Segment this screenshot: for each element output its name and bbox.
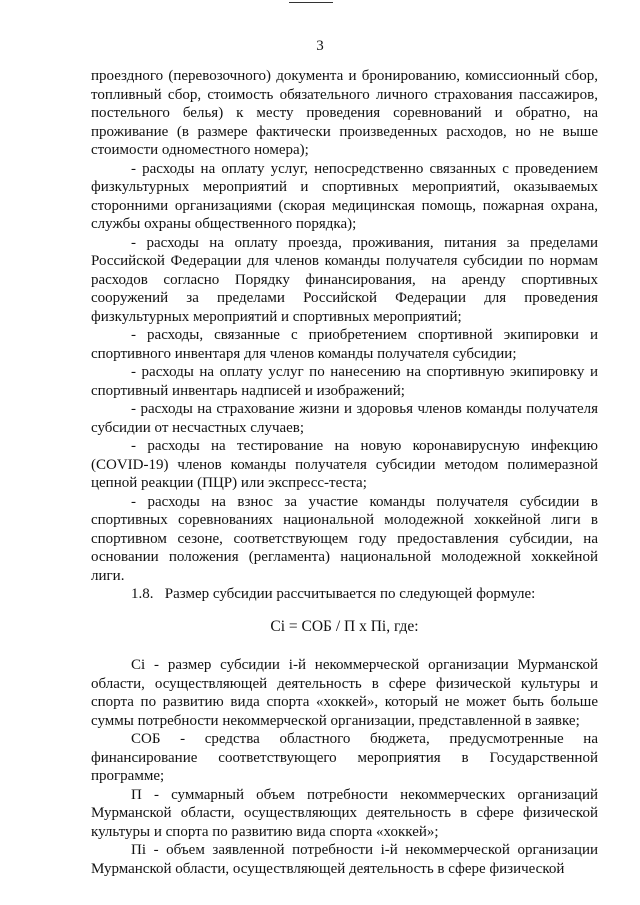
list-item-league-fee: - расходы на взнос за участие команды получателя субсидии в спортивных соревнованиях национальной молодежной хоккейной лиги в спортивном сезоне, соответствующем году предоставления субсидии, на основании положения (регламента) национальной молодежной хоккейной лиги. [91, 493, 598, 584]
section-1-8: 1.8. Размер субсидии рассчитывается по следующей формуле: [131, 586, 536, 602]
page-number: 3 [316, 38, 324, 54]
list-item-travel-abroad: - расходы на оплату проезда, проживания, питания за пределами Российской Федерации для членов команды получателя субсидии по нормам расходов согласно Порядку финансирования, на аренду спортивных сооружений за пределами Российской Федерации для проведения физкультурных мероприятий и спортивных мероприятий; [91, 234, 598, 325]
definition-sob: СОБ - средства областного бюджета, предусмотренные на финансирование соответствующего мероприятия в Государственной программе; [91, 731, 598, 784]
definition-pi: Пi - объем заявленной потребности i-й некоммерческой организации Мурманской области, осуществляющей деятельность в сфере физической [91, 842, 598, 877]
definition-ci: Ci - размер субсидии i-й некоммерческой организации Мурманской области, осуществляющей деятельность в сфере физической культуры и спорта по развитию вида спорта «хоккей», который не может быть больше суммы потребности некоммерческой организации, представленной в заявке; [91, 657, 598, 729]
subsidy-formula: Ci = СОБ / П х Пi, где: [270, 617, 419, 635]
list-item-equipment: - расходы, связанные с приобретением спортивной экипировки и спортивного инвентаря для членов команды получателя субсидии; [91, 327, 598, 362]
definition-p: П - суммарный объем потребности некоммерческих организаций Мурманской области, осуществляющих деятельность в сфере физической культуры и спорта по развитию вида спорта «хоккей»; [91, 786, 598, 840]
paragraph-continuation: проездного (перевозочного) документа и бронированию, комиссионный сбор, топливный сбор, стоимость обязательного личного страхования пассажиров, постельного белья) к месту проведения соревнований и обратно, на проживание (в размере фактически произведенных расходов, но не выше стоимости одноместного номера); [91, 68, 598, 158]
list-item-printing: - расходы на оплату услуг по нанесению на спортивную экипировку и спортивный инвентарь надписей и изображений; [91, 364, 598, 399]
list-item-insurance: - расходы на страхование жизни и здоровья членов команды получателя субсидии от несчастных случаев; [91, 401, 598, 436]
document-body [91, 67, 598, 878]
top-rule [289, 2, 333, 3]
list-item-event-services: - расходы на оплату услуг, непосредственно связанных с проведением физкультурных мероприятий и спортивных мероприятий, оказываемых сторонними организациями (скорая медицинская помощь, пожарная охрана, службы охраны общественного порядка); [91, 160, 598, 232]
list-item-covid-testing: - расходы на тестирование на новую коронавирусную инфекцию (COVID-19) членов команды получателя субсидии методом полимеразной цепной реакции (ПЦР) или экспресс-теста; [91, 438, 598, 491]
